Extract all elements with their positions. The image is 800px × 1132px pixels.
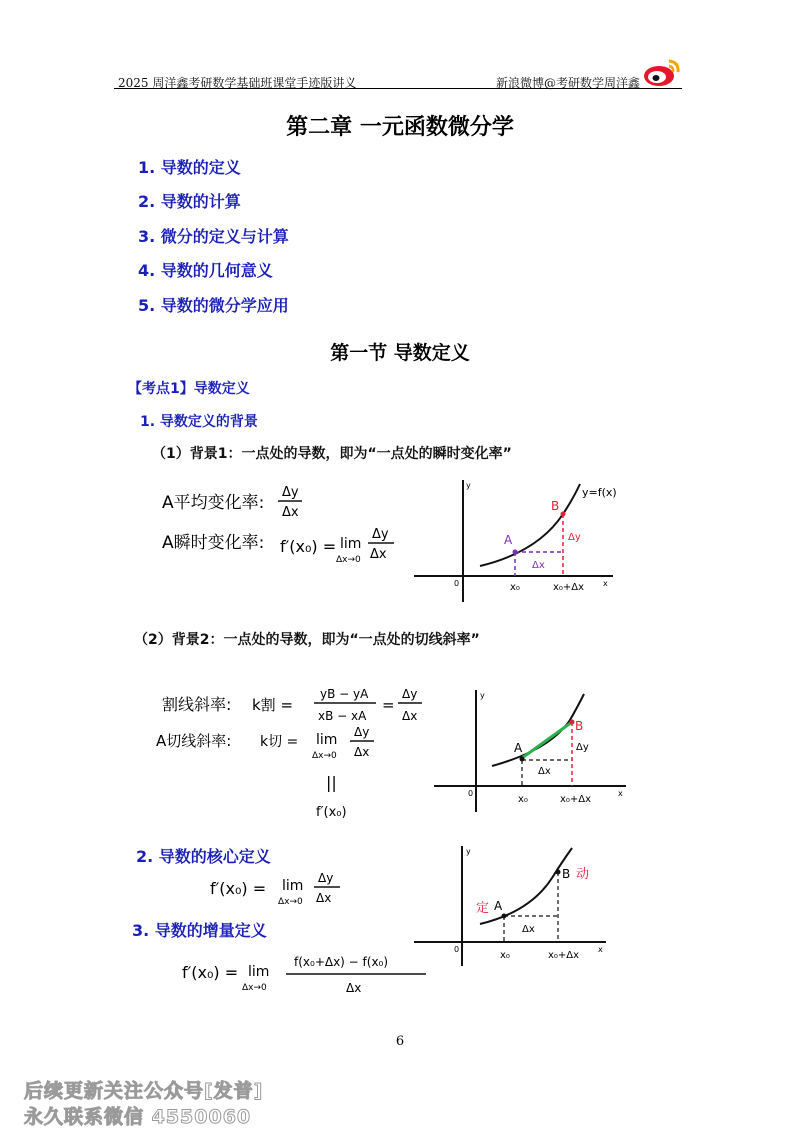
point-b-label: B bbox=[575, 719, 584, 733]
watermark-line-2: 永久联系微信 4550060 bbox=[24, 1106, 252, 1128]
dy-label: Δy bbox=[576, 742, 589, 753]
incr-denominator: Δx bbox=[346, 981, 362, 995]
point-a bbox=[520, 757, 525, 762]
incr-numerator: f(x₀+Δx) − f(x₀) bbox=[294, 955, 389, 969]
secant-slope-label: 割线斜率: bbox=[162, 695, 232, 714]
moving-point-mark: 动 bbox=[576, 867, 590, 882]
x-axis-label: x bbox=[618, 789, 623, 798]
secant-dy: Δy bbox=[402, 687, 418, 701]
point-a bbox=[502, 914, 507, 919]
toc-item: 5. 导数的微分学应用 bbox=[138, 296, 289, 315]
yb-ya: yB − yA bbox=[320, 687, 369, 701]
dx-label: Δx bbox=[532, 560, 545, 571]
chapter-title: 第二章 一元函数微分学 bbox=[286, 115, 514, 140]
incremental-definition-formula bbox=[176, 950, 436, 1000]
core-definition-formula bbox=[200, 868, 360, 908]
graph-tangent-slope bbox=[430, 684, 630, 814]
toc-item: 2. 导数的计算 bbox=[138, 192, 241, 211]
header-rule bbox=[114, 88, 682, 89]
core-lim: lim bbox=[282, 878, 304, 894]
tangent-slope-formulas bbox=[150, 680, 450, 830]
inst-dy: Δy bbox=[372, 527, 389, 542]
tangent-slope-label: A切线斜率: bbox=[156, 732, 232, 750]
toc-item: 4. 导数的几何意义 bbox=[138, 261, 273, 280]
graph-core-definition bbox=[410, 842, 610, 968]
kaodian-label: 【考点1】导数定义 bbox=[128, 381, 250, 397]
curve-label: y=f(x) bbox=[582, 486, 617, 499]
function-curve bbox=[492, 694, 584, 766]
instant-rate-formulas bbox=[150, 476, 410, 576]
inst-fprime: f′(x₀) = bbox=[280, 537, 337, 556]
subsection-heading: 2. 导数的核心定义 bbox=[136, 847, 271, 866]
tangent-dy: Δy bbox=[354, 725, 370, 739]
k-tangent: k切 = bbox=[260, 734, 299, 750]
x0dx-label: x₀+Δx bbox=[548, 950, 580, 961]
function-curve bbox=[480, 484, 580, 566]
subsection-heading: 3. 导数的增量定义 bbox=[132, 921, 267, 940]
avg-dx: Δx bbox=[282, 505, 299, 520]
watermark-line-1: 后续更新关注公众号[发普] bbox=[24, 1080, 264, 1102]
avg-dy: Δy bbox=[282, 485, 299, 500]
point-a-label: A bbox=[514, 741, 523, 755]
toc-item: 3. 微分的定义与计算 bbox=[138, 227, 289, 246]
x0-label: x₀ bbox=[510, 582, 520, 593]
point-a bbox=[513, 550, 518, 555]
header-right-text: 新浪微博@考研数学周洋鑫 bbox=[496, 76, 641, 90]
incr-lim: lim bbox=[248, 964, 270, 980]
x0-label: x₀ bbox=[518, 794, 528, 805]
point-b-label: B bbox=[551, 499, 560, 513]
dy-label: Δy bbox=[568, 532, 581, 543]
point-b bbox=[570, 720, 575, 725]
xb-xa: xB − xA bbox=[318, 709, 367, 723]
inst-rate-label: A瞬时变化率: bbox=[162, 533, 265, 553]
weibo-logo-icon bbox=[642, 56, 682, 88]
x0dx-label: x₀+Δx bbox=[553, 582, 585, 593]
toc-item: 1. 导数的定义 bbox=[138, 158, 241, 177]
y-axis-label: y bbox=[480, 691, 485, 700]
x-axis-label: x bbox=[603, 579, 608, 588]
incr-fprime: f′(x₀) = bbox=[182, 963, 239, 982]
parallel-equals: || bbox=[326, 773, 337, 792]
point-b bbox=[556, 870, 561, 875]
tangent-lim-sub: Δx→0 bbox=[312, 751, 337, 761]
point-b bbox=[561, 512, 566, 517]
tangent-lim: lim bbox=[316, 732, 338, 748]
tangent-fprime: f′(x₀) bbox=[316, 805, 347, 820]
core-fprime: f′(x₀) = bbox=[210, 879, 267, 898]
background-2-text: （2）背景2：一点处的导数，即为“一点处的切线斜率” bbox=[134, 632, 480, 648]
incr-lim-sub: Δx→0 bbox=[242, 983, 267, 993]
dx-label: Δx bbox=[538, 766, 551, 777]
origin-label: 0 bbox=[454, 945, 460, 954]
point-a-label: A bbox=[504, 533, 513, 547]
core-dx: Δx bbox=[316, 891, 332, 905]
y-axis-label: y bbox=[466, 481, 471, 490]
core-dy: Δy bbox=[318, 871, 334, 885]
core-lim-sub: Δx→0 bbox=[278, 897, 303, 907]
background-1-text: （1）背景1：一点处的导数，即为“一点处的瞬时变化率” bbox=[152, 446, 512, 462]
dx-label: Δx bbox=[522, 924, 535, 935]
page-number: 6 bbox=[395, 1034, 405, 1049]
x0-label: x₀ bbox=[500, 950, 510, 961]
x-axis-label: x bbox=[598, 945, 603, 954]
header-left-text: 2025 周洋鑫考研数学基础班课堂手迹版讲义 bbox=[118, 76, 357, 90]
origin-label: 0 bbox=[468, 789, 474, 798]
secant-equals: = bbox=[382, 696, 395, 714]
graph-instant-rate bbox=[408, 474, 618, 604]
y-axis-label: y bbox=[466, 847, 471, 856]
x0dx-label: x₀+Δx bbox=[560, 794, 592, 805]
point-b-label: B bbox=[562, 867, 571, 881]
inst-dx: Δx bbox=[370, 547, 387, 562]
origin-label: 0 bbox=[454, 579, 460, 588]
fixed-point-mark: 定 bbox=[476, 901, 490, 916]
inst-lim: lim bbox=[340, 536, 362, 552]
secant-dx: Δx bbox=[402, 709, 418, 723]
inst-lim-sub: Δx→0 bbox=[336, 555, 361, 565]
avg-rate-label: A平均变化率: bbox=[162, 493, 265, 513]
secant-line bbox=[522, 722, 572, 758]
tangent-dx: Δx bbox=[354, 745, 370, 759]
k-secant: k割 = bbox=[252, 696, 294, 714]
subsection-heading: 1. 导数定义的背景 bbox=[140, 414, 258, 430]
section-title: 第一节 导数定义 bbox=[330, 342, 470, 364]
point-a-label: A bbox=[494, 899, 503, 913]
